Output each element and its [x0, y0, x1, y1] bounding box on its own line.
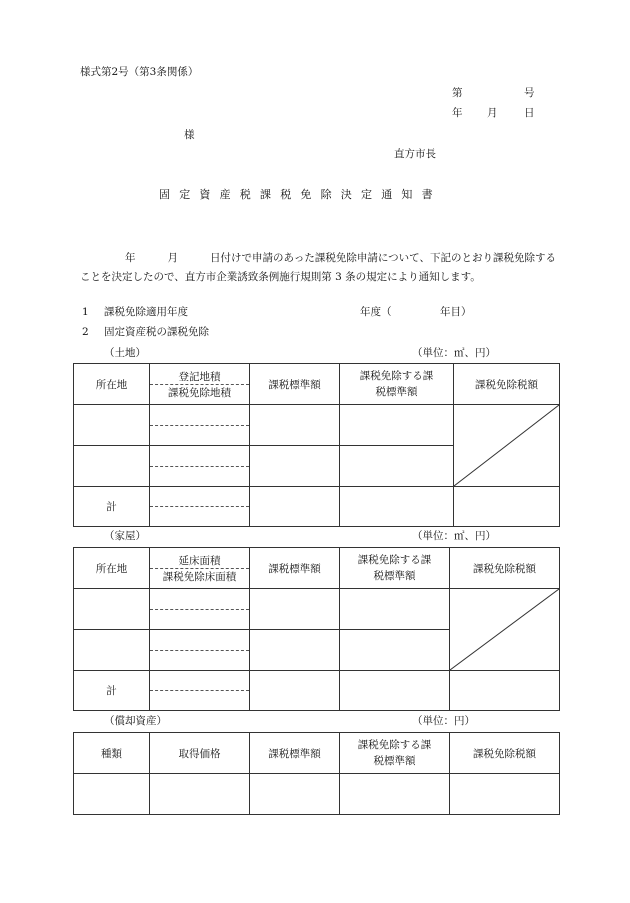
- body-text: 日付けで申請のあった課税免除申請について、下記のとおり課税免除することを決定したので、直方市企業誘致条例施行規則第 3 条の規定により通知します。: [80, 252, 556, 283]
- col-tax: 課税免除税額: [450, 548, 560, 589]
- diagonal-cell: [454, 405, 560, 487]
- land-unit: （単位：㎡、円）: [412, 347, 496, 359]
- date-year: 年: [452, 107, 463, 119]
- col-area-top: 登記地積: [150, 369, 249, 385]
- body-paragraph: [80, 249, 566, 287]
- house-table: [73, 547, 560, 711]
- item1-number: 1: [82, 306, 89, 318]
- item1-value-b: 年目）: [440, 306, 472, 318]
- col-base: 課税標準額: [250, 364, 340, 405]
- date-month: 月: [487, 107, 498, 119]
- col-tax: 課税免除税額: [454, 364, 560, 405]
- house-unit: （単位：㎡、円）: [412, 530, 496, 542]
- table-row: [74, 774, 560, 815]
- total-label: 計: [74, 671, 150, 711]
- col-area: [150, 548, 250, 589]
- table-header-row: [74, 364, 560, 405]
- addressee-suffix: 様: [184, 129, 195, 141]
- col-exempt-base: [340, 364, 454, 405]
- col-area: [150, 364, 250, 405]
- number-prefix: 第: [452, 87, 463, 99]
- col-tax: 課税免除税額: [450, 733, 560, 774]
- col-cost: 取得価格: [150, 733, 250, 774]
- col-exempt-base-line1: 課税免除する課: [359, 370, 434, 382]
- col-location: 所在地: [74, 364, 150, 405]
- house-caption: （家屋）: [104, 530, 146, 542]
- item1-value-a: 年度（: [360, 306, 392, 318]
- total-row: [74, 487, 560, 527]
- body-month: 月: [167, 252, 178, 264]
- col-type: 種類: [74, 733, 150, 774]
- col-exempt-base-line1: 課税免除する課: [357, 554, 432, 566]
- total-row: [74, 671, 560, 711]
- col-exempt-base-line2: 税標準額: [373, 755, 416, 767]
- col-exempt-base-line2: 税標準額: [375, 386, 418, 398]
- item2-label: 固定資産税の課税免除: [104, 326, 209, 338]
- date-day: 日: [524, 107, 535, 119]
- item2-number: 2: [82, 326, 89, 338]
- document-title: 固定資産税課税免除決定通知書: [159, 188, 442, 201]
- item1-label: 課税免除適用年度: [104, 306, 188, 318]
- diagonal-cell: [450, 589, 560, 671]
- table-header-row: [74, 733, 560, 774]
- col-location: 所在地: [74, 548, 150, 589]
- col-exempt-base-line1: 課税免除する課: [357, 739, 432, 751]
- land-table: [73, 363, 560, 527]
- issuer: 直方市長: [394, 148, 436, 160]
- body-year: 年: [125, 252, 136, 264]
- col-base: 課税標準額: [250, 548, 340, 589]
- total-label: 計: [74, 487, 150, 527]
- col-exempt-base: [340, 733, 450, 774]
- depreciable-unit: （単位：円）: [412, 715, 475, 727]
- col-exempt-base-line2: 税標準額: [373, 570, 416, 582]
- col-base: 課税標準額: [250, 733, 340, 774]
- col-area-bottom: 課税免除床面積: [162, 570, 237, 583]
- table-row: [74, 405, 560, 446]
- number-suffix: 号: [524, 87, 535, 99]
- table-row: [74, 589, 560, 630]
- table-header-row: [74, 548, 560, 589]
- col-exempt-base: [340, 548, 450, 589]
- col-area-top: 延床面積: [150, 553, 249, 569]
- depreciable-caption: （償却資産）: [104, 715, 167, 727]
- depreciable-table: [73, 732, 560, 815]
- col-area-bottom: 課税免除地積: [168, 386, 231, 399]
- form-label: 様式第2号（第3条関係）: [80, 66, 199, 78]
- land-caption: （土地）: [104, 347, 146, 359]
